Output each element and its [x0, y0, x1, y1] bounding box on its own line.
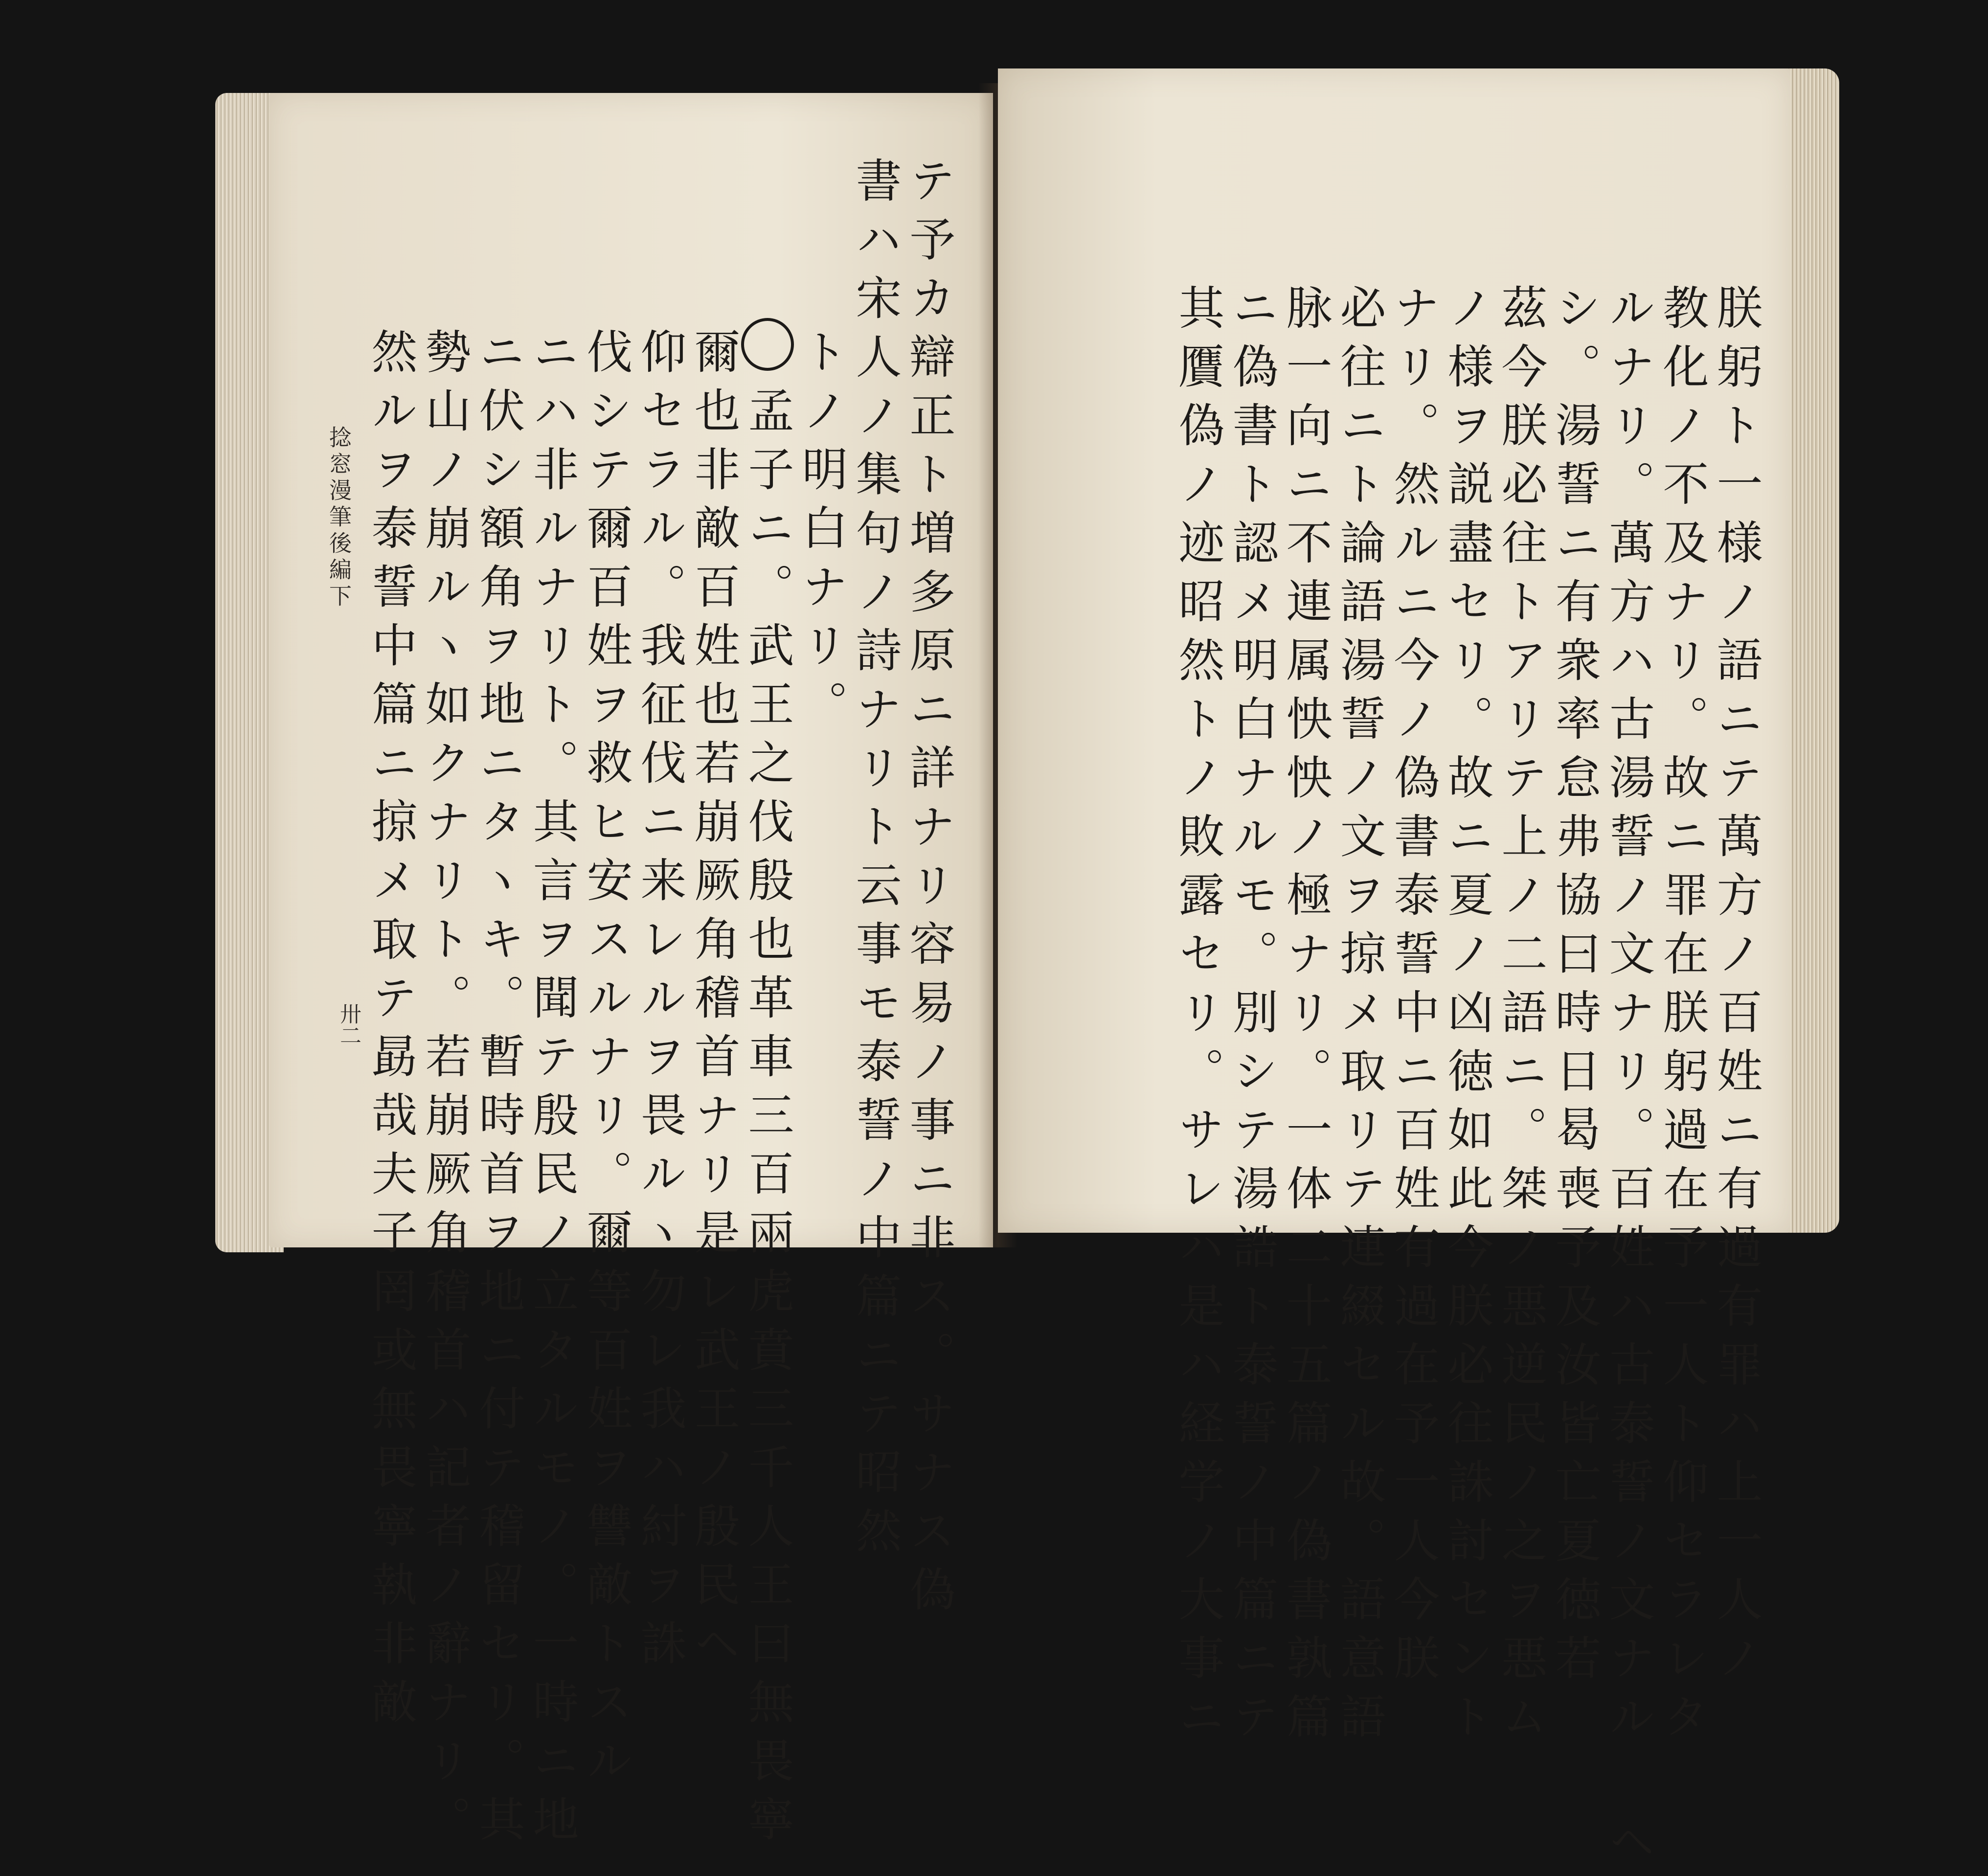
right-column-9: 脉一向ニ不連属怏怏ノ極ナリ。一体二十五篇ノ偽書孰篇	[1278, 284, 1332, 1751]
paragraph-circle-mark	[741, 318, 794, 371]
left-column-3: トノ明白ナリ。	[794, 328, 847, 739]
left-column-8: ニハ非ルナリト。其言ヲ聞テ殷民ノ立タルモノ。一時ニ地	[525, 328, 578, 1854]
right-column-6: ノ様ヲ説盡セリ。故ニ夏ノ凶徳如此今朕必往誅討セント	[1440, 284, 1493, 1751]
right-page	[998, 68, 1790, 1876]
left-column-6: 仰セラル。我征伐ニ来レルヲ畏ルヽ勿レ我ハ紂ヲ誅	[633, 328, 686, 1678]
right-column-10: ニ偽書ト認メ明白ナルモ。別シテ湯誥ト泰誓ノ中篇ニテ	[1224, 284, 1278, 1751]
left-column-10: 勢山ノ崩ルヽ如クナリト。若崩厥角稽首ハ記者ノ辭ナリ。	[417, 328, 471, 1854]
left-column-7: 伐シテ爾百姓ヲ救ヒ安スルナリ。爾等百姓ヲ讐敵トスル	[579, 328, 632, 1795]
left-page	[269, 93, 993, 1854]
left-column-5: 爾也非敵百姓也若崩厥角稽首ナリ是レ武王ノ殷民ヘ	[686, 328, 740, 1678]
left-column-9: ニ伏シ額角ヲ地ニタヽキ。暫時首ヲ地ニ付テ稽留セリ。其	[471, 328, 524, 1854]
left-column-2: 書ハ宋人ノ集句ノ詩ナリト云事モ泰誓ノ中篇ニテ昭然	[848, 157, 901, 1565]
book-title-footer: 捻窓漫筆後編下	[326, 426, 352, 610]
left-column-4: 孟子ニ。武王之伐殷也革車三百兩虎賁三千人王曰無畏寧	[740, 386, 793, 1854]
left-column-11: 然ルヲ泰誓中篇ニ掠メ取テ勗哉夫子罔或無畏寧執非敵	[363, 328, 417, 1737]
right-column-8: 必往ニト論語湯誓ノ文ヲ掠メ取リテ連綴セル故。語意語	[1332, 284, 1385, 1751]
open-book	[215, 54, 1839, 1876]
right-column-5: 茲今朕必往トアリテ上ノ二語ニ。桀ノ悪逆民ノ之ヲ悪ム	[1493, 284, 1547, 1751]
right-column-2: 教化ノ不及ナリ。故ニ罪在朕躬過在予一人ト仰セラレタ	[1655, 284, 1708, 1751]
right-column-11: 其贋偽ノ迹昭然トノ敗露セリ。サレハ是ハ経学ノ大事ニ	[1171, 284, 1224, 1751]
left-column-1: テ予カ辯正ト増多原ニ詳ナリ容易ノ事ニ非ス。サナス偽	[902, 157, 955, 1624]
right-column-7: ナリ。然ルニ今ノ偽書泰誓中ニ百姓有過在予一人今朕	[1386, 284, 1439, 1693]
page-number: 卅二	[336, 1003, 361, 1046]
right-column-1: 朕躬ト一様ノ語ニテ萬方ノ百姓ニ有過有罪ハ上一人ノ	[1709, 284, 1762, 1693]
right-column-3: ルナリ。萬方ハ古湯誓ノ文ナリ。百姓ハ古泰誓ノ文ナル ヘ	[1601, 284, 1654, 1876]
right-column-4: シ。湯誓ニ有衆率怠弗協曰時日曷喪予及汝皆亡夏徳若	[1547, 284, 1601, 1693]
